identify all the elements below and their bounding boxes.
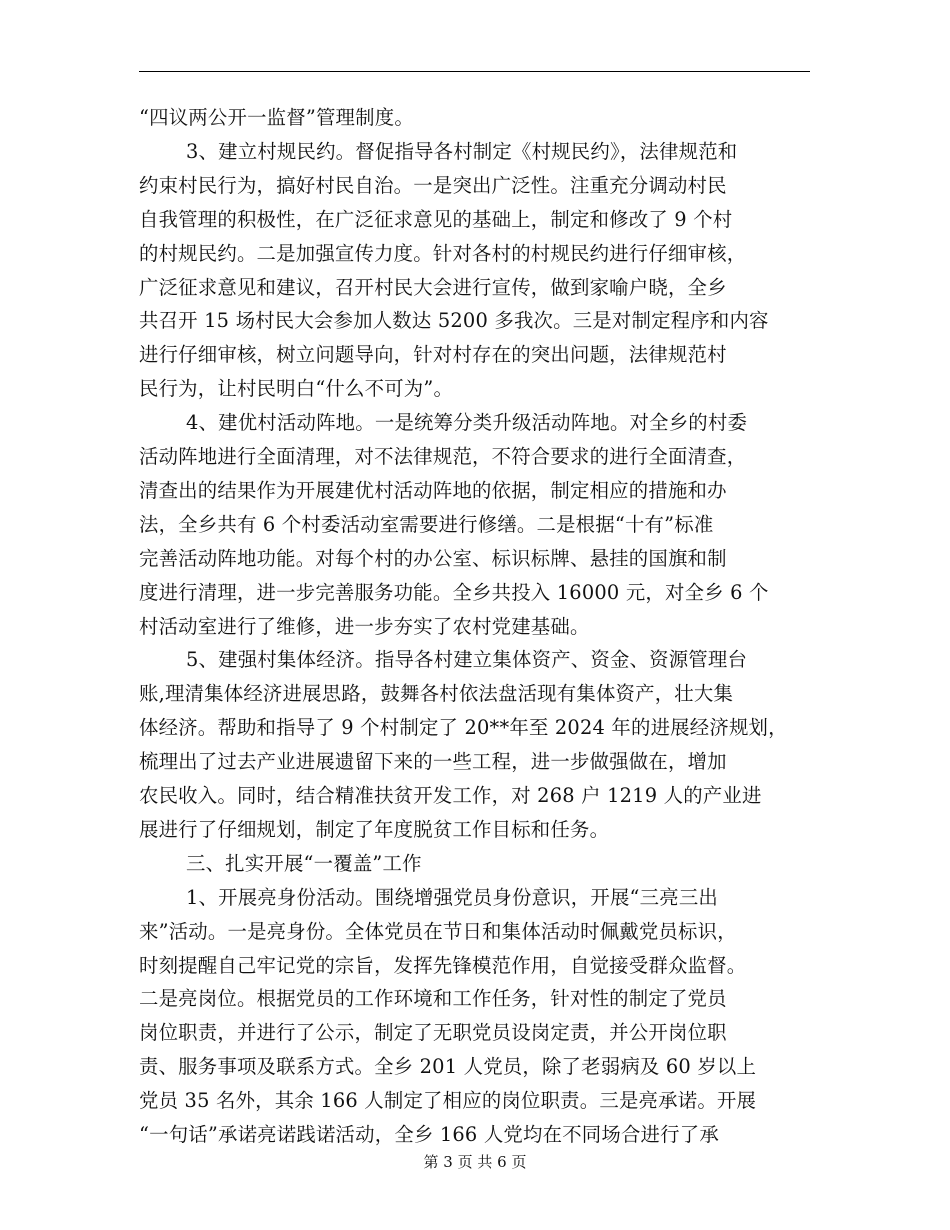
paragraph-line: 的村规民约。二是加强宣传力度。针对各村的村规民约进行仔细审核， (139, 241, 747, 265)
paragraph-line: 度进行清理，进一步完善服务功能。全乡共投入 16000 元，对全乡 6 个 (139, 580, 769, 604)
paragraph-line: 共召开 15 场村民大会参加人数达 5200 多我次。三是对制定程序和内容 (139, 309, 769, 333)
page-footer: 第 3 页 共 6 页 (423, 1153, 527, 1171)
paragraph-line: 农民收入。同时，结合精准扶贫开发工作，对 268 户 1219 人的产业进 (139, 784, 762, 807)
paragraph-line: 岗位职责，并进行了公示，制定了无职党员设岗定责，并公开岗位职 (139, 1021, 727, 1045)
paragraph-line: 约束村民行为，搞好村民自治。一是突出广泛性。注重充分调动村民 (139, 173, 727, 197)
paragraph-line: 村活动室进行了维修，进一步夯实了农村党建基础。 (139, 614, 590, 638)
paragraph-line: 自我管理的积极性，在广泛征求意见的基础上，制定和修改了 9 个村 (139, 207, 733, 231)
paragraph-line: 广泛征求意见和建议，召开村民大会进行宣传，做到家喻户晓，全乡 (139, 275, 727, 299)
paragraph-line: 党员 35 名外，其余 166 人制定了相应的岗位职责。三是亮承诺。开展 (139, 1089, 757, 1113)
paragraph-line: 梳理出了过去产业进展遗留下来的一些工程，进一步做强做在，增加 (139, 750, 727, 774)
paragraph-line: 3、建立村规民约。督促指导各村制定《村规民约》，法律规范和 (186, 139, 738, 163)
paragraph-line: 活动阵地进行全面清理，对不法律规范，不符合要求的进行全面清查， (139, 445, 747, 468)
header-rule (139, 71, 810, 72)
paragraph-line: 清查出的结果作为开展建优村活动阵地的依据，制定相应的措施和办 (139, 478, 727, 502)
paragraph-line: 体经济。帮助和指导了 9 个村制定了 20**年至 2024 年的进展经济规划， (139, 716, 788, 740)
paragraph-line: 民行为，让村民明白“什么不可为”。 (139, 377, 454, 401)
paragraph-line: 4、建优村活动阵地。一是统筹分类升级活动阵地。对全乡的村委 (186, 411, 748, 435)
paragraph-line: 二是亮岗位。根据党员的工作环境和工作任务，针对性的制定了党员 (139, 987, 727, 1011)
paragraph-line: 展进行了仔细规划，制定了年度脱贫工作目标和任务。 (139, 817, 610, 841)
paragraph-line: 进行仔细审核，树立问题导向，针对村存在的突出问题，法律规范村 (139, 343, 727, 367)
paragraph-line: 账,理清集体经济进展思路，鼓舞各村依法盘活现有集体资产，壮大集 (139, 682, 734, 706)
paragraph-line: 法，全乡共有 6 个村委活动室需要进行修缮。二是根据“十有”标准 (139, 512, 714, 536)
paragraph-line: 5、建强村集体经济。指导各村建立集体资产、资金、资源管理台 (186, 648, 748, 672)
paragraph-line: 来”活动。一是亮身份。全体党员在节日和集体活动时佩戴党员标识， (139, 919, 737, 943)
paragraph-line: 责、服务事项及联系方式。全乡 201 人党员，除了老弱病及 60 岁以上 (139, 1055, 757, 1079)
paragraph-line: “一句话”承诺亮诺践诺活动，全乡 166 人党均在不同场合进行了承 (139, 1123, 719, 1146)
paragraph-line: 1、开展亮身份活动。围绕增强党员身份意识，开展“三亮三出 (186, 885, 719, 909)
paragraph-line: 完善活动阵地功能。对每个村的办公室、标识标牌、悬挂的国旗和制 (139, 546, 727, 570)
paragraph-line: “四议两公开一监督”管理制度。 (139, 106, 414, 129)
paragraph-line: 时刻提醒自己牢记党的宗旨，发挥先锋模范作用，自觉接受群众监督。 (139, 953, 747, 977)
paragraph-line: 三、扎实开展“一覆盖”工作 (186, 851, 422, 875)
